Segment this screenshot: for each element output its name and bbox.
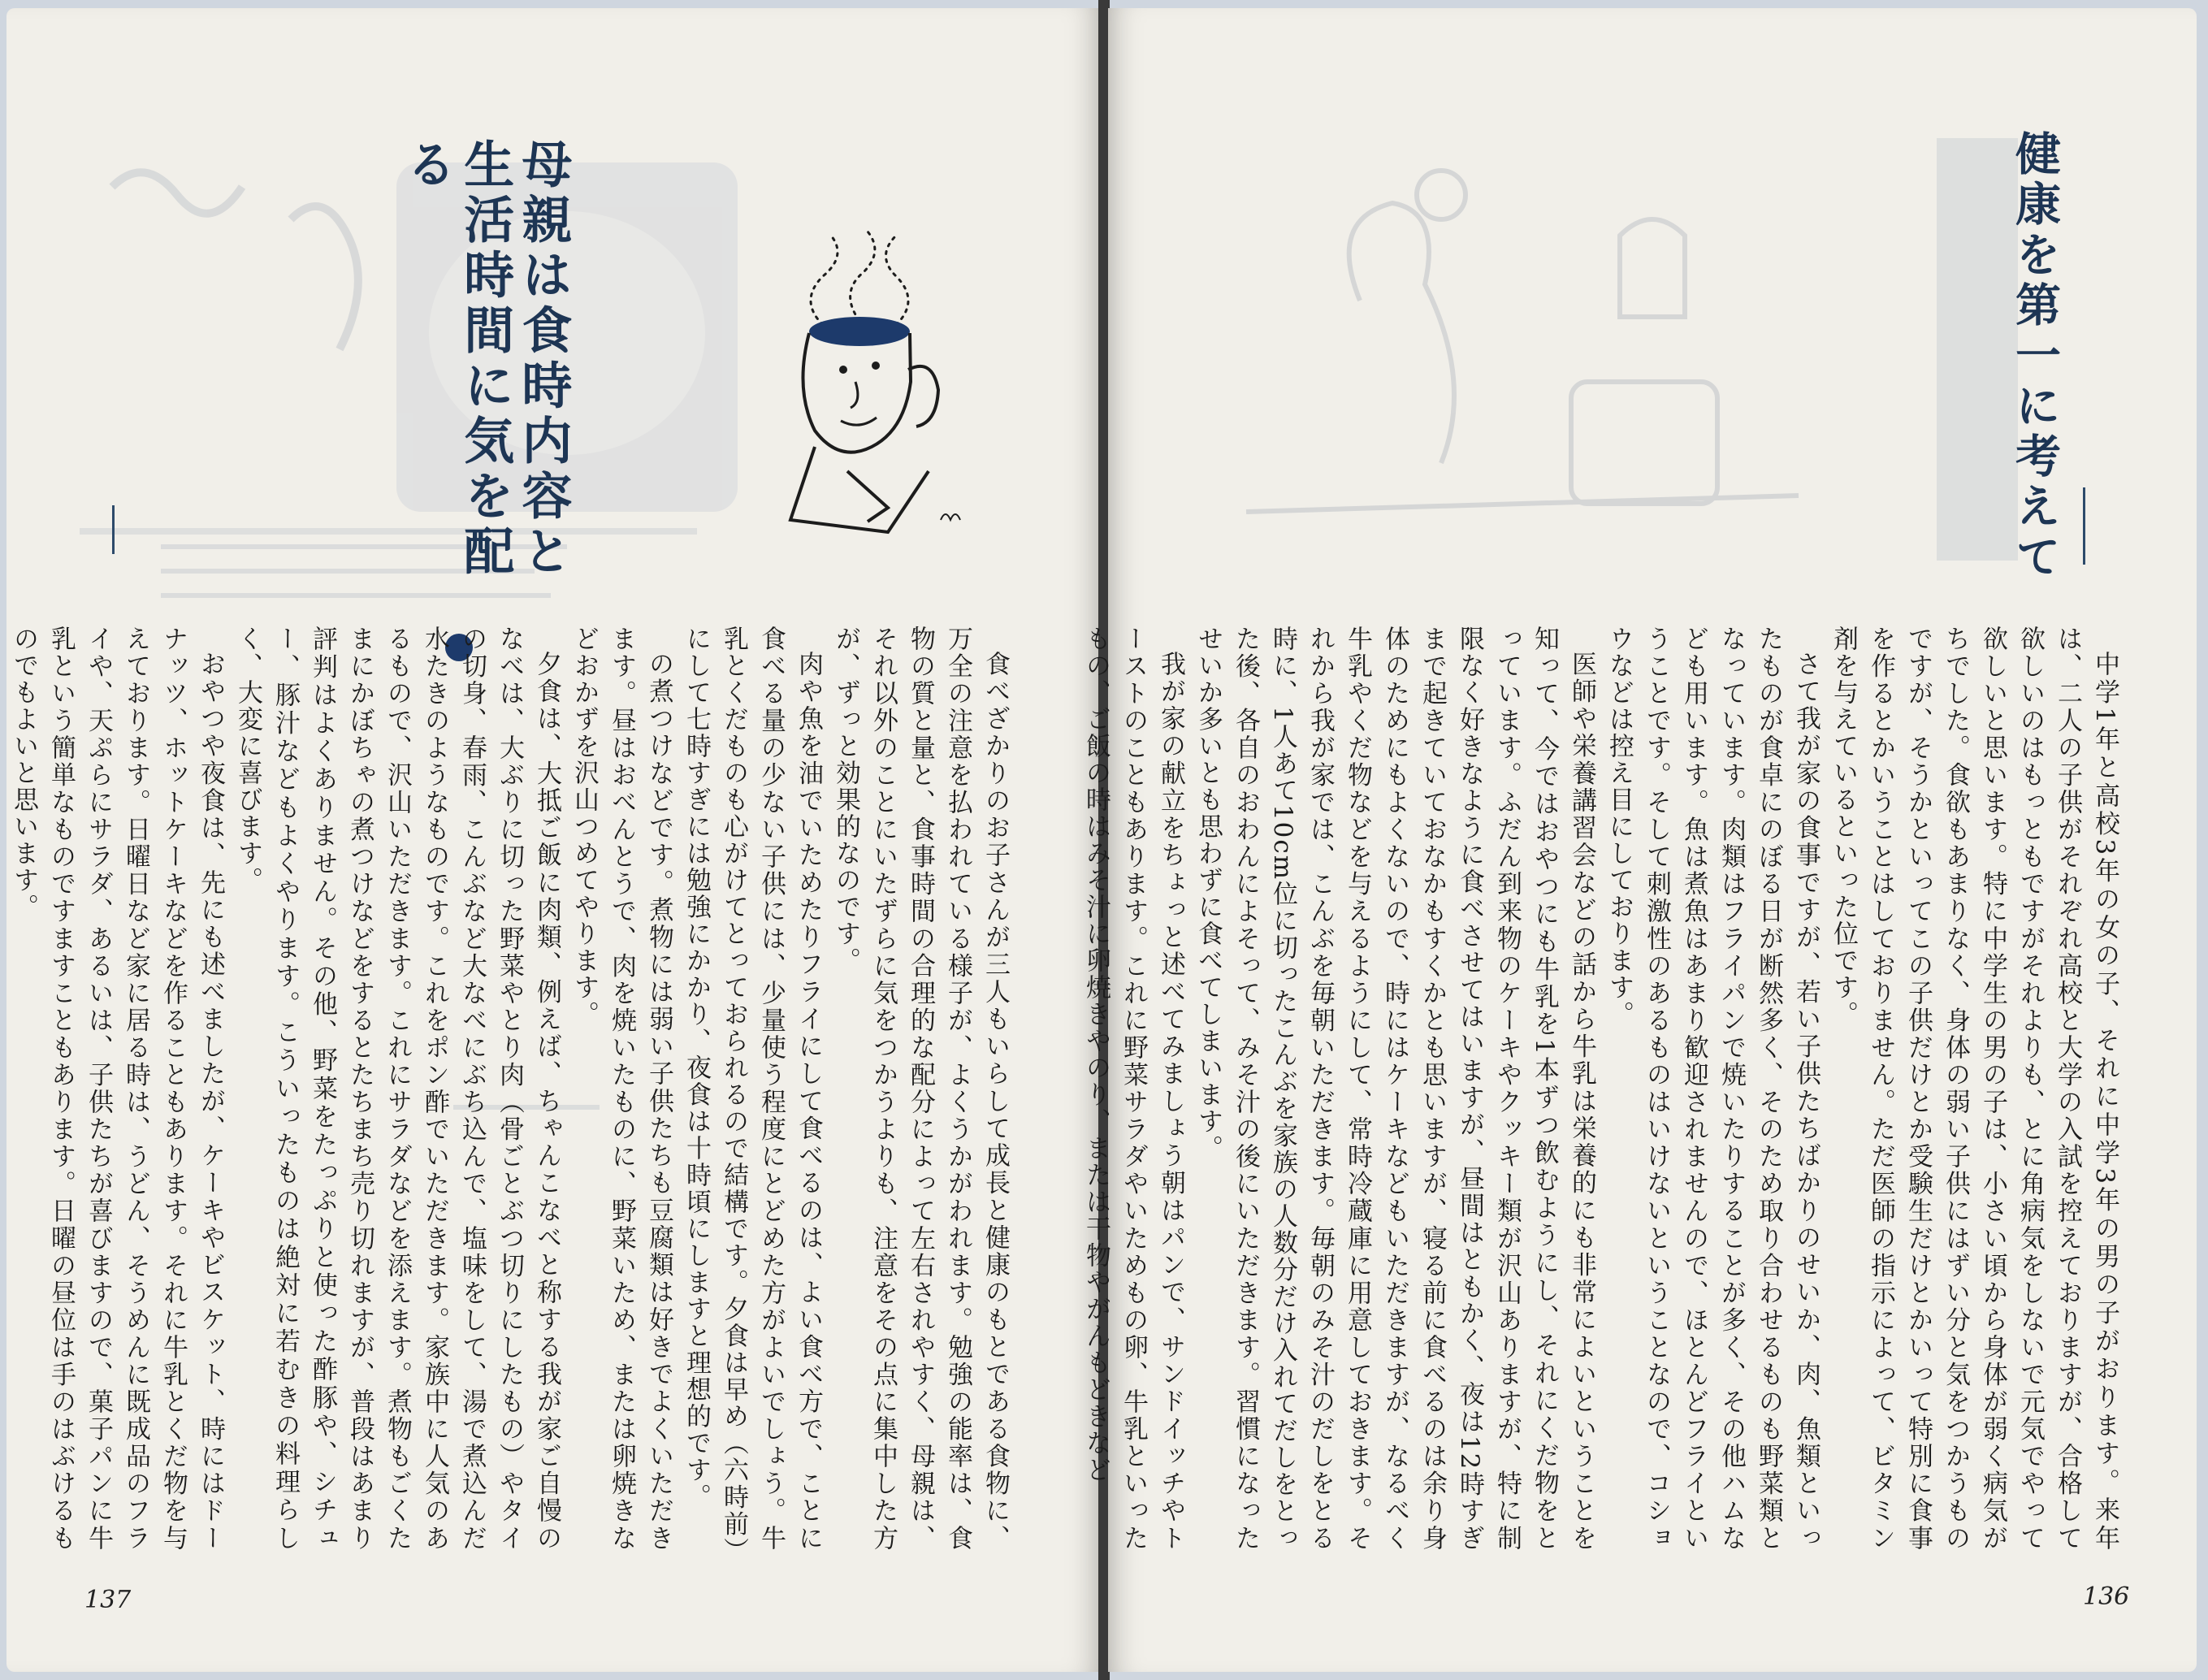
right-paragraph-1: 中学1年と高校3年の女の子、それに中学3年の男の子がおります。来年は、二人の子供がそれぞれ高校と大学の入試を控えておりますが、合格して欲しいのはもっともですがそれよりも、とに角病気をしないで元気でやって欲しいと思います。特に中学生の男の子は、小さい頃から身体が弱く病気がちでした。食欲もあまりなく、身体の弱い子供にはずい分と気をつかうものですが、そうかといってこの子供だけとか受験生だけとかいって特別に食事を作るとかいうことはしておりません。ただ医師の指示によって、ビタミン剤を与えているといった位です。: [1829, 626, 2119, 1552]
left-paragraph-5: おやつや夜食は、先にも述べましたが、ケーキやビスケット、時にはドーナッツ、ホットケーキなどを作ることもあります。それに牛乳とくだ物を与えております。日曜日など家に居る時は、うどん、そうめんに既成品のフライや、天ぷらにサラダ、あるいは、子供たちが喜びますので、菓子パンに牛乳という簡単なものですますこともあります。日曜の昼位は手のはぶけるものでもよいと思います。: [9, 626, 225, 1552]
left-page: [6, 8, 1100, 1672]
right-page-number: 136: [2083, 1583, 2130, 1611]
right-paragraph-2: さて我が家の食事ですが、若い子供たちばかりのせいか、肉、魚類といったものが食卓にのぼる日が断然多く、そのため取り合わせるものも野菜類となっています。肉類はフライパンで焼いたりすることが多く、その他ハムなども用います。魚は煮魚はあまり歓迎されませんので、ほとんどフライということです。そして刺激性のあるものはいけないということなので、コショウなどは控え目にしております。: [1604, 626, 1821, 1552]
left-paragraph-3: の煮つけなどです。煮物には弱い子供たちも豆腐類は好きでよくいただきます。昼はおべんとうで、肉を焼いたものに、野菜いため、または卵焼きなどおかずを沢山つめてやります。: [569, 626, 673, 1552]
right-vertical-rule: [2083, 487, 2085, 565]
cartoon-illustration: [766, 227, 977, 552]
left-vertical-rule: [112, 505, 115, 554]
left-page-title: 母親は食時内容と生活時間に気を配る: [397, 138, 573, 580]
right-paragraph-4: 我が家の献立をちょっと述べてみましょう朝はパンで、サンドイッチやトーストのこともあります。これに野菜サラダやいためもの卵、牛乳といったもの、ご飯の時はみそ汁に卵焼きやのり、または干物やがんもどきなど: [1081, 626, 1185, 1552]
left-page-number: 137: [84, 1586, 132, 1614]
right-page: [1081, 8, 2197, 1672]
left-body-text: [9, 626, 1014, 1552]
left-paragraph-1: 食べざかりのお子さんが三人もいらして成長と健康のもとである食物に、万全の注意を払われている様子が、よくうかがわれます。勉強の能率は、食物の質と量と、食事時間の合理的な配分によって左右されやすく、母親は、それ以外のことにいたずらに気をつかうよりも、注意をその点に集中した方が、ずっと効果的なのです。: [831, 626, 1010, 1552]
right-page-title: 健康を第一に考えて: [2008, 130, 2061, 583]
left-paragraph-2: 肉や魚を油でいためたりフライにして食べるのは、よい食べ方で、ことに食べる量の少ない子供には、少量使う程度にとどめた方がよいでしょう。牛乳とくだものも心がけてとっておられるので結構です。夕食は早め（六時前）にして七時すぎには勉強にかかり、夜食は十時頃にしますと理想的です。: [682, 626, 823, 1552]
right-body-text: [1081, 626, 2124, 1552]
right-paragraph-3: 医師や栄養講習会などの話から牛乳は栄養的にも非常によいということを知って、今ではおやつにも牛乳を1本ずつ飲むようにし、それにくだ物をとっています。ふだん到来物のケーキやクッキー類が沢山ありますが、特に制限なく好きなように食べさせてはいますが、昼間はともかく、夜は12時すぎまで起きていておなかもすくかとも思いますが、寝る前に食べるのは余り身体のためにもよくないので、時にはケーキなどもいただきますが、なるべく牛乳やくだ物などを与えるようにして、常時冷蔵庫に用意しておきます。それから我が家では、こんぶを毎朝いただきます。毎朝のみそ汁のだしをとる時に、1人あて10cm位に切ったこんぶを家族の人数分だけ入れてだしをとった後、各自のおわんによそって、みそ汁の後にいただきます。習慣になったせいか多いとも思わずに食べてしまいます。: [1193, 626, 1596, 1552]
bleed-through-illustration: [1230, 138, 2042, 561]
left-paragraph-4: 夕食は、大抵ご飯に肉類、例えば、ちゃんこなべと称する我が家ご自慢のなべは、大ぶりに切った野菜やとり肉（骨ごとぶつ切りにしたもの）やタイの切身、春雨、こんぶなど大なべにぶち込んで、塩味をして、湯で煮込んだ水たきのようなものです。これをポン酢でいただきます。家族中に人気のあるもので、沢山いただきます。これにサラダなどを添えます。煮物もごくたまにかぼちゃの煮つけなどをするとたちまち売り切れますが、普段はあまり評判はよくありません。その他、野菜をたっぷりと使った酢豚や、シチュー、豚汁などもよくやります。こういったものは絶対に若むきの料理らしく、大変に喜びます。: [233, 626, 561, 1552]
